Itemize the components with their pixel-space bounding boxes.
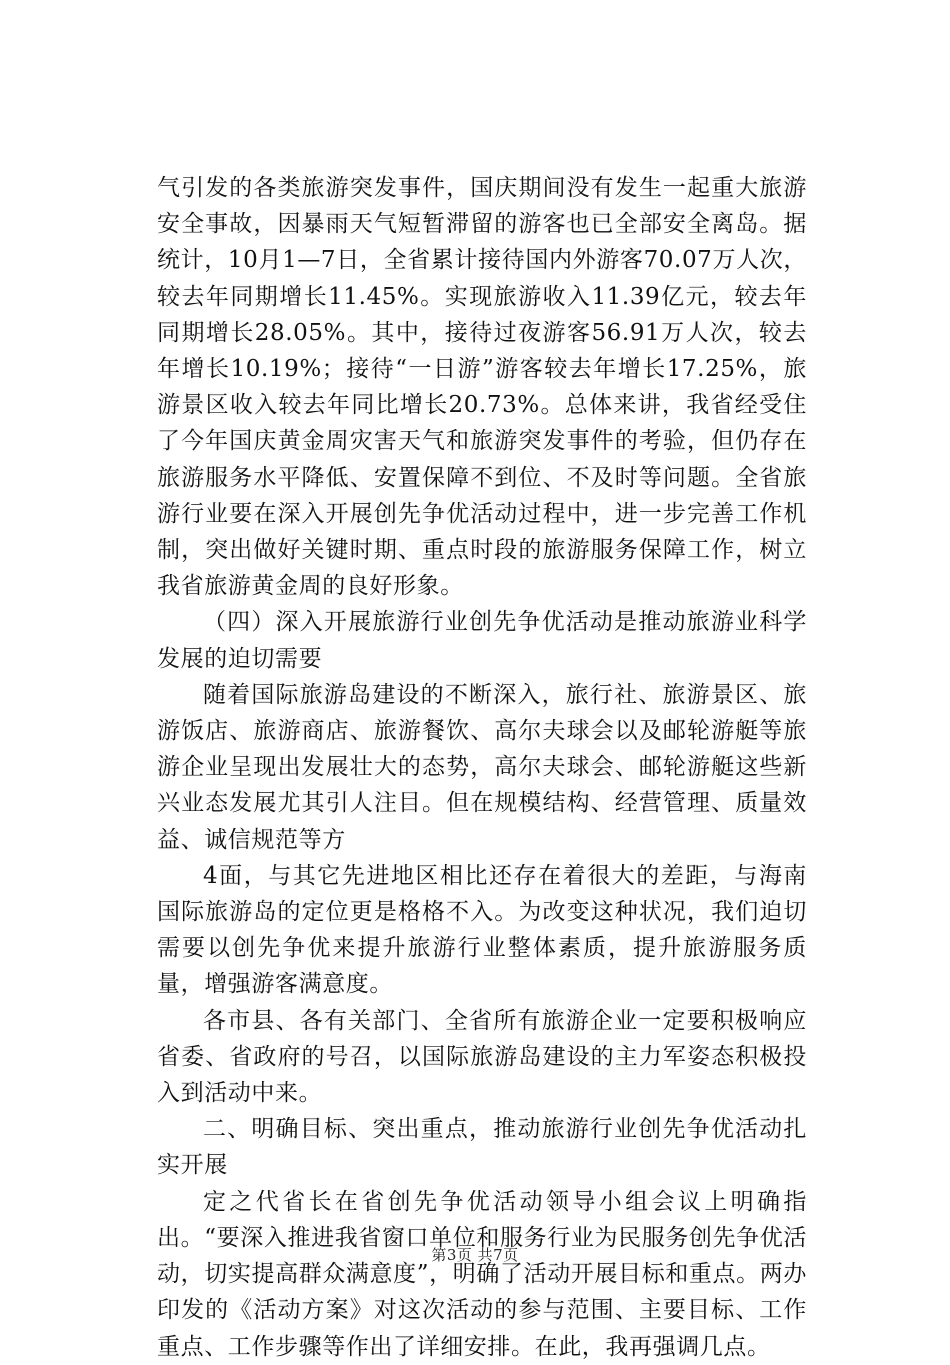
document-body bbox=[157, 170, 807, 1365]
paragraph-industry-development: 随着国际旅游岛建设的不断深入，旅行社、旅游景区、旅游饭店、旅游商店、旅游餐饮、高尔夫球会以及邮轮游艇等旅游企业呈现出发展壮大的态势，高尔夫球会、邮轮游艇这些新兴业态发展尤其引人注目。但在规模结构、经营管理、质量效益、诚信规范等方 bbox=[157, 681, 807, 853]
section-heading-4: （四）深入开展旅游行业创先争优活动是推动旅游业科学发展的迫切需要 bbox=[157, 609, 807, 672]
paragraph-call-to-action: 各市县、各有关部门、全省所有旅游企业一定要积极响应省委、省政府的号召，以国际旅游岛建设的主力军姿态积极投入到活动中来。 bbox=[157, 1007, 807, 1107]
paragraph-governor-instructions: 定之代省长在省创先争优活动领导小组会议上明确指出。“要深入推进我省窗口单位和服务行业为民服务创先争优活动，切实提高群众满意度”，明确了活动开展目标和重点。两办印发的《活动方案》对这次活动的参与范围、主要目标、工作重点、工作步骤等作出了详细安排。在此，我再强调几点。 bbox=[157, 1188, 807, 1360]
page-number-footer: 第3页 共7页 bbox=[431, 1246, 519, 1264]
paragraph-gap-comparison: 4面，与其它先进地区相比还存在着很大的差距，与海南国际旅游岛的定位更是格格不入。为改变这种状况，我们迫切需要以创先争优来提升旅游行业整体素质，提升旅游服务质量，增强游客满意度。 bbox=[157, 862, 807, 998]
section-heading-2: 二、明确目标、突出重点，推动旅游行业创先争优活动扎实开展 bbox=[157, 1116, 807, 1179]
paragraph-continuation: 气引发的各类旅游突发事件，国庆期间没有发生一起重大旅游安全事故，因暴雨天气短暂滞留的游客也已全部安全离岛。据统计，10月1—7日，全省累计接待国内外游客70.07万人次，较去年同期增长11.45%。实现旅游收入11.39亿元，较去年同期增长28.05%。其中，接待过夜游客56.91万人次，较去年增长10.19%；接待“一日游”游客较去年增长17.25%，旅游景区收入较去年同比增长20.73%。总体来讲，我省经受住了今年国庆黄金周灾害天气和旅游突发事件的考验，但仍存在旅游服务水平降低、安置保障不到位、不及时等问题。全省旅游行业要在深入开展创先争优活动过程中，进一步完善工作机制，突出做好关键时期、重点时段的旅游服务保障工作，树立我省旅游黄金周的良好形象。 bbox=[157, 175, 807, 600]
